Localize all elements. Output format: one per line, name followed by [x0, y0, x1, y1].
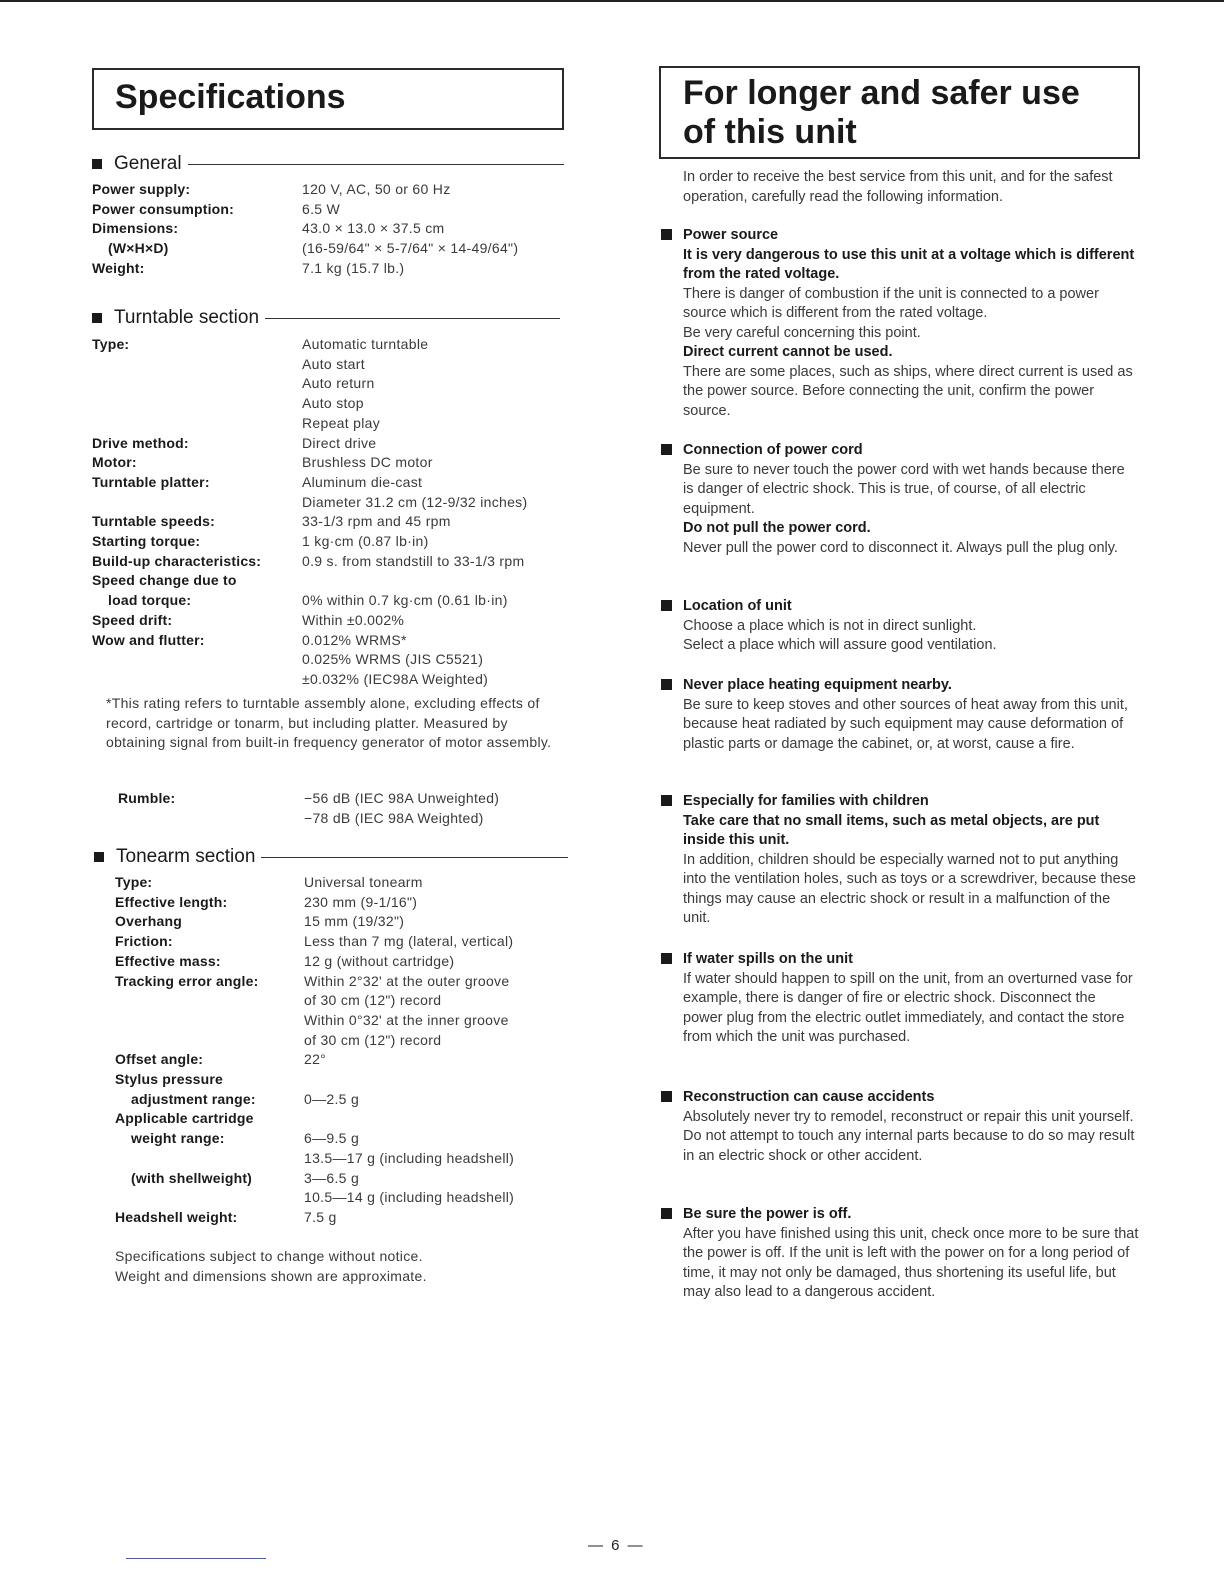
general-spec-list: [92, 180, 567, 279]
square-bullet-icon: [661, 444, 672, 455]
footer-blue-line: [126, 1558, 266, 1559]
spec-row: Power consumption: 6.5 W: [92, 200, 341, 217]
turntable-heading: Turntable section: [92, 307, 560, 329]
square-bullet-icon: [661, 600, 672, 611]
spec-row: Applicable cartridge: [115, 1110, 254, 1127]
spec-row: Within 0°32' at the inner groove: [304, 1011, 509, 1028]
square-bullet-icon: [661, 1091, 672, 1102]
square-bullet-icon: [661, 795, 672, 806]
spec-row: weight range: 6—9.5 g: [131, 1130, 360, 1147]
spec-row: of 30 cm (12") record: [304, 1031, 442, 1048]
item-power-source: Power source It is very dangerous to use this unit at a voltage which is different from the rated voltage. There is danger of combustion if the unit is connected to a power source which is different from the rated voltage. Be very careful concerning this point. Direct current cannot be used. There are some places, such as ships, where direct current is used as the power source. Before connecting the unit, confirm the power source.: [659, 226, 1139, 421]
spec-row: Effective mass: 12 g (without cartridge): [115, 952, 455, 969]
spec-row: Dimensions: 43.0 × 13.0 × 37.5 cm: [92, 220, 445, 237]
square-bullet-icon: [661, 679, 672, 690]
square-bullet-icon: [661, 229, 672, 240]
spec-row: Drive method: Direct drive: [92, 434, 377, 451]
heading-rule: [261, 857, 568, 858]
spec-row: Weight: 7.1 kg (15.7 lb.): [92, 259, 405, 276]
spec-row: Wow and flutter: 0.012% WRMS*: [92, 631, 407, 648]
spec-row: Build-up characteristics: 0.9 s. from standstill to 33-1/3 rpm: [92, 552, 525, 569]
spec-row: 13.5—17 g (including headshell): [304, 1149, 515, 1166]
safety-intro: In order to receive the best service from this unit, and for the safest operation, carefully read the following information.: [683, 169, 1113, 205]
item-reconstruction: Reconstruction can cause accidents Absolutely never try to remodel, reconstruct or repair this unit yourself. Do not attempt to touch any internal parts because to do so may result in an electric shock or other accident.: [659, 1088, 1139, 1166]
turntable-spec-list: Type: Automatic turntable Auto start Auto return Auto stop Repeat play Drive method: Direct drive Motor: Brushless DC motor Turntable platter: Aluminum die-cast Diameter 31.2 cm (12-9/32 inches) Turntable speeds: 33-1/3 rpm and 45 rpm Starting torque: 1 kg·cm (0.87 lb·in) Build-up characteristics: 0.9 s. from standstill to 33-1/3 rpm Speed change due to load torque: 0% within 0.7 kg·cm (0.61 lb·in) Speed drift: Within ±0.002% Wow and flutter: 0.012% WRMS* 0.025% WRMS (JIS C5521) ±0.032% (IEC98A Weighted): [92, 335, 567, 690]
general-heading: General: [92, 153, 564, 175]
spec-row: Starting torque: 1 kg·cm (0.87 lb·in): [92, 533, 429, 550]
item-power-cord: Connection of power cord Be sure to never touch the power cord with wet hands because there is danger of electric shock. This is true, of course, of all electric equipment. Do not pull the power cord. Never pull the power cord to disconnect it. Always pull the plug only.: [659, 441, 1139, 558]
spec-row: Speed drift: Within ±0.002%: [92, 611, 405, 628]
spec-row: Headshell weight: 7.5 g: [115, 1208, 337, 1225]
item-location: Location of unit Choose a place which is not in direct sunlight. Select a place which will assure good ventilation.: [659, 597, 1139, 656]
spec-row: Overhang 15 mm (19/32"): [115, 913, 405, 930]
square-bullet-icon: [661, 953, 672, 964]
spec-row: Turntable speeds: 33-1/3 rpm and 45 rpm: [92, 513, 451, 530]
spec-row: adjustment range: 0—2.5 g: [131, 1090, 360, 1107]
spec-row: Motor: Brushless DC motor: [92, 454, 433, 471]
heading-rule: [265, 318, 560, 319]
item-heating: Never place heating equipment nearby. Be sure to keep stoves and other sources of heat away from this unit, because heat radiated by such equipment may cause deformation of plastic parts or damage the cabinet, or, at worst, cause a fire.: [659, 676, 1139, 754]
specifications-title: Specifications: [92, 68, 564, 130]
spec-row: ±0.032% (IEC98A Weighted): [302, 670, 489, 687]
spec-row: Tracking error angle: Within 2°32' at the outer groove: [115, 972, 510, 989]
tonearm-heading: Tonearm section: [94, 846, 568, 868]
safety-title: For longer and safer use of this unit: [659, 66, 1140, 159]
spec-row: Diameter 31.2 cm (12-9/32 inches): [302, 493, 528, 510]
square-bullet-icon: [661, 1208, 672, 1219]
spec-footer-note: Specifications subject to change without notice. Weight and dimensions shown are approximate.: [115, 1248, 427, 1284]
spec-row: (W×H×D) (16-59/64" × 5-7/64" × 14-49/64"): [108, 240, 519, 257]
spec-row: 0.025% WRMS (JIS C5521): [302, 651, 484, 668]
square-bullet-icon: [92, 313, 102, 323]
spec-row: load torque: 0% within 0.7 kg·cm (0.61 lb·in): [108, 592, 508, 609]
spec-row: Stylus pressure: [115, 1071, 224, 1088]
top-border-line: [0, 0, 1224, 2]
rumble-spec: Rumble: −56 dB (IEC 98A Unweighted) −78 dB (IEC 98A Weighted): [118, 790, 500, 826]
spec-row: Effective length: 230 mm (9-1/16"): [115, 893, 418, 910]
item-power-off: Be sure the power is off. After you have finished using this unit, check once more to be sure that the power is off. If the unit is left with the power on for a long period of time, it may not only be damaged, thus shortening its useful life, but may also lead to a dangerous accident.: [659, 1205, 1139, 1303]
item-children: Especially for families with children Take care that no small items, such as metal objects, are put inside this unit. In addition, children should be especially warned not to put anything into the ventilation holes, such as toys or a screwdriver, because these things may cause an electric shock or result in a malfunction of the unit.: [659, 792, 1139, 929]
tonearm-spec-list: [115, 873, 590, 1228]
square-bullet-icon: [94, 852, 104, 862]
spec-row: Offset angle: 22°: [115, 1051, 327, 1068]
spec-row: of 30 cm (12") record: [304, 992, 442, 1009]
spec-row: (with shellweight) 3—6.5 g: [131, 1169, 360, 1186]
item-water: If water spills on the unit If water should happen to spill on the unit, from an overturned vase for example, there is danger of fire or electric shock. Disconnect the power plug from the electric outlet immediately, and contact the store from which the unit was purchased.: [659, 950, 1139, 1048]
spec-row: Type: Universal tonearm: [115, 874, 423, 890]
heading-rule: [188, 164, 564, 165]
spec-row: 10.5—14 g (including headshell): [304, 1189, 515, 1206]
spec-row: Turntable platter: Aluminum die-cast: [92, 473, 423, 490]
square-bullet-icon: [92, 159, 102, 169]
spec-row: Power supply: 120 V, AC, 50 or 60 Hz: [92, 181, 451, 197]
spec-row: Friction: Less than 7 mg (lateral, vertical): [115, 933, 514, 950]
page-number: — 6 —: [588, 1537, 645, 1554]
spec-row: Speed change due to: [92, 572, 237, 589]
turntable-footnote: *This rating refers to turntable assembly alone, excluding effects of record, cartridge or tonarm, but including platter. Measured by obtaining signal from built-in frequency generator of motor assembly.: [106, 695, 552, 750]
